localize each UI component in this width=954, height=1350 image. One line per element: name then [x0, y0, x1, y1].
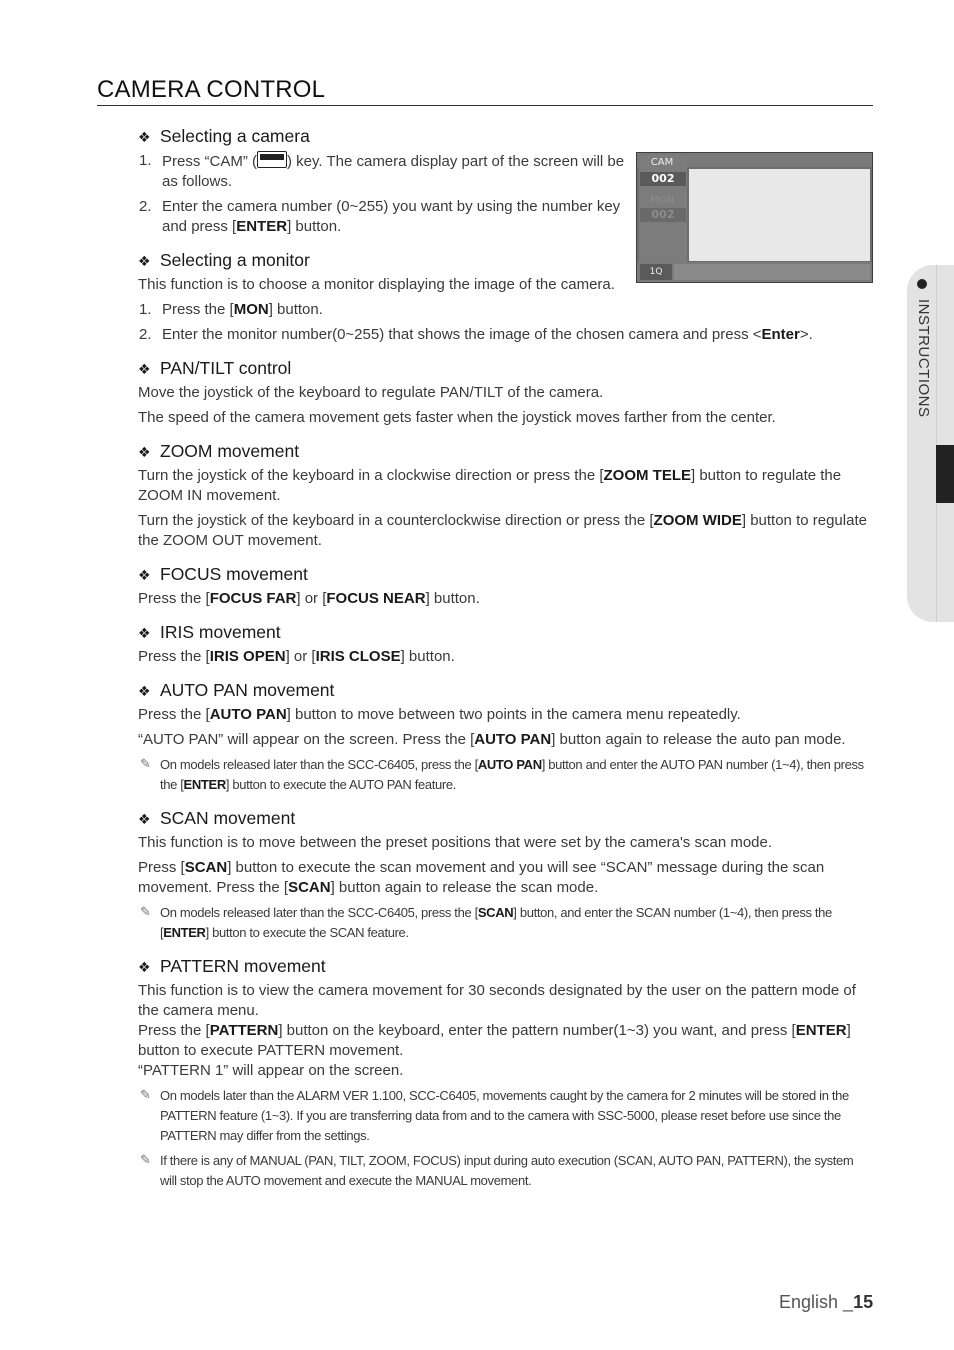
list-item: 2. Enter the camera number (0~255) you want by using the number key and press [ENTER] button. [139, 198, 621, 235]
cam-value: 002 [640, 172, 686, 186]
pencil-note-icon: ✎ [140, 1087, 151, 1102]
paragraph: Press the [AUTO PAN] button to move between two points in the camera menu repeatedly. [138, 706, 741, 723]
paragraph: Turn the joystick of the keyboard in a clockwise direction or press the [ZOOM TELE] button to regulate the ZOOM IN movement. [138, 467, 842, 504]
side-tab-marker [936, 445, 954, 503]
section-pan-tilt [138, 357, 873, 428]
diamond-bullet-icon: ❖ [138, 129, 151, 145]
cam-key-icon [257, 151, 287, 168]
paragraph: Press the [FOCUS FAR] or [FOCUS NEAR] button. [138, 590, 480, 607]
diamond-bullet-icon: ❖ [138, 567, 151, 583]
paragraph: Move the joystick of the keyboard to regulate PAN/TILT of the camera. [138, 384, 604, 401]
diamond-bullet-icon: ❖ [138, 683, 151, 699]
mon-value: 002 [640, 208, 686, 222]
diamond-bullet-icon: ❖ [138, 625, 151, 641]
section-heading: ❖ ZOOM movement [138, 441, 300, 461]
paragraph: Press [SCAN] button to execute the scan movement and you will see “SCAN” message during the scan movement. Press the [SCAN] button again to release the scan mode. [138, 859, 825, 896]
paragraph: This function is to choose a monitor displaying the image of the camera. [138, 276, 615, 293]
section-heading: ❖ IRIS movement [138, 622, 281, 642]
pencil-note-icon: ✎ [140, 1152, 151, 1167]
paragraph: This function is to move between the preset positions that were set by the camera's scan mode. [138, 834, 773, 851]
section-auto-pan [138, 679, 873, 795]
note: ✎ On models later than the ALARM VER 1.100, SCC-C6405, movements caught by the camera for 2 minutes will be stored in the PATTERN feature (1~3). If you are transferring data from and to the camera with SSC-5000, please reset before use since the PATTERN may differ from the settings. [140, 1087, 849, 1143]
paragraph: “PATTERN 1” will appear on the screen. [138, 1062, 404, 1079]
cam-label: CAM [650, 157, 674, 168]
section-heading: ❖ FOCUS movement [138, 564, 308, 584]
side-tab-divider [936, 265, 937, 622]
section-heading: ❖ SCAN movement [138, 808, 296, 828]
diamond-bullet-icon: ❖ [138, 361, 151, 377]
side-tab [907, 265, 954, 622]
side-tab-label: INSTRUCTIONS [915, 299, 932, 418]
section-selecting-camera [138, 125, 873, 237]
paragraph: Turn the joystick of the keyboard in a counterclockwise direction or press the [ZOOM WIDE] button to regulate the ZOOM OUT movement. [138, 512, 867, 549]
paragraph: Press the [IRIS OPEN] or [IRIS CLOSE] button. [138, 648, 455, 665]
main-content [138, 125, 873, 1203]
screen-bottom-button: 1Q [640, 264, 672, 280]
section-heading: ❖ Selecting a monitor [138, 250, 310, 270]
note: ✎ If there is any of MANUAL (PAN, TILT, ZOOM, FOCUS) input during auto execution (SCAN, AUTO PAN, PATTERN), the system will stop the AUTO movement and execute the MANUAL movement. [140, 1152, 854, 1188]
paragraph: “AUTO PAN” will appear on the screen. Press the [AUTO PAN] button again to release the auto pan mode. [138, 731, 846, 748]
section-heading: ❖ Selecting a camera [138, 126, 310, 146]
page-title: CAMERA CONTROL [97, 76, 873, 106]
pencil-note-icon: ✎ [140, 756, 151, 771]
mon-label: MON [650, 195, 674, 206]
section-heading: ❖ PATTERN movement [138, 956, 326, 976]
bullet-dot-icon [917, 279, 927, 289]
paragraph: This function is to view the camera movement for 30 seconds designated by the user on the pattern mode of the camera menu. [138, 982, 856, 1019]
section-heading: ❖ AUTO PAN movement [138, 680, 335, 700]
section-heading: ❖ PAN/TILT control [138, 358, 292, 378]
section-pattern [138, 955, 873, 1191]
pencil-note-icon: ✎ [140, 904, 151, 919]
section-scan [138, 807, 873, 943]
diamond-bullet-icon: ❖ [138, 253, 151, 269]
note: ✎ On models released later than the SCC-C6405, press the [AUTO PAN] button and enter the AUTO PAN number (1~4), then press the [ENTER] button to execute the AUTO PAN feature. [140, 756, 864, 792]
paragraph: Press the [PATTERN] button on the keyboard, enter the pattern number(1~3) you want, and press [ENTER] button to execute PATTERN movement. [138, 1022, 851, 1059]
note: ✎ On models released later than the SCC-C6405, press the [SCAN] button, and enter the SCAN number (1~4), then press the [ENTER] button to execute the SCAN feature. [140, 904, 832, 940]
list-item: 1. Press the [MON] button. [139, 301, 323, 318]
list-item: 1. Press “CAM” ( ) key. The camera display part of the screen will be as follows. [139, 152, 625, 190]
paragraph: The speed of the camera movement gets faster when the joystick moves farther from the center. [138, 409, 776, 426]
section-selecting-monitor [138, 249, 873, 345]
section-iris [138, 621, 873, 667]
section-zoom [138, 440, 873, 551]
diamond-bullet-icon: ❖ [138, 444, 151, 460]
page-footer: English _15 [779, 1292, 874, 1312]
section-focus [138, 563, 873, 609]
list-item: 2. Enter the monitor number(0~255) that shows the image of the chosen camera and press <Enter>. [139, 326, 813, 343]
diamond-bullet-icon: ❖ [138, 811, 151, 827]
diamond-bullet-icon: ❖ [138, 959, 151, 975]
